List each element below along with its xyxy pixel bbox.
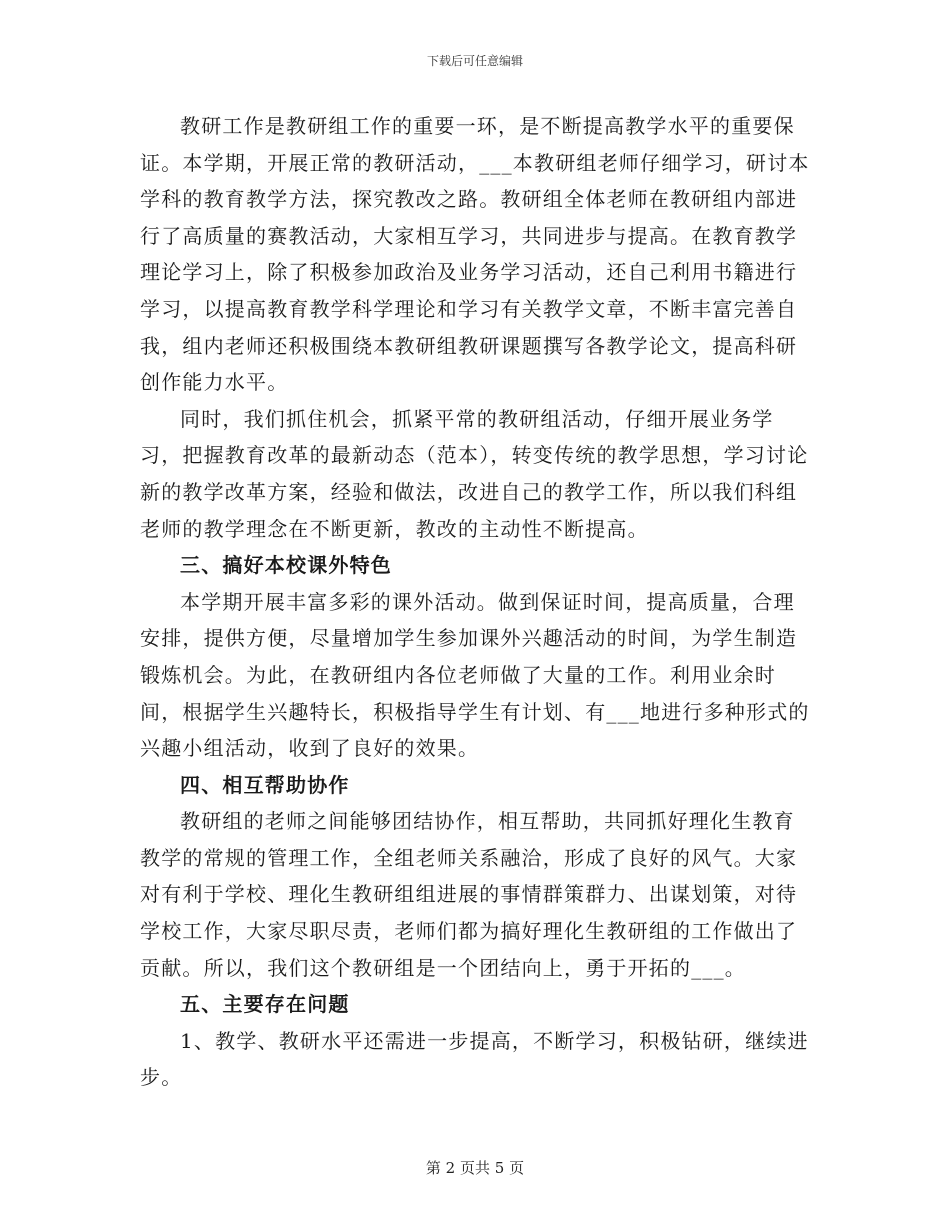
page-number-footer: 第 2 页共 5 页 xyxy=(425,1159,525,1177)
page-header: 下载后可任意编辑 xyxy=(426,54,523,68)
section-heading-problems: 五、主要存在问题 xyxy=(180,992,350,1017)
section-heading-extracurricular: 三、搞好本校课外特色 xyxy=(180,553,392,578)
document-body xyxy=(140,108,812,1096)
section-text-extracurricular: 本学期开展丰富多彩的课外活动。做到保证时间，提高质量，合理安排，提供方便，尽量增加学生参加课外兴趣活动的时间，为学生制造锻炼机会。为此，在教研组内各位老师做了大量的工作。利用业余时间，根据学生兴趣特长，积极指导学生有计划、有___地进行多种形式的兴趣小组活动，收到了良好的效果。 xyxy=(140,589,810,761)
section-heading-cooperation: 四、相互帮助协作 xyxy=(180,772,350,797)
paragraph-research-work: 教研工作是教研组工作的重要一环，是不断提高教学水平的重要保证。本学期，开展正常的教研活动，___本教研组老师仔细学习，研讨本学科的教育教学方法，探究教改之路。教研组全体老师在教研组内部进行了高质量的赛教活动，大家相互学习，共同进步与提高。在教育教学理论学习上，除了积极参加政治及业务学习活动，还自己利用书籍进行学习，以提高教育教学科学理论和学习有关教学文章，不断丰富完善自我，组内老师还积极围绕本教研组教研课题撰写各教学论文，提高科研创作能力水平。 xyxy=(140,114,810,395)
section-text-problems: 1、教学、教研水平还需进一步提高，不断学习，积极钻研，继续进步。 xyxy=(140,1028,809,1090)
paragraph-education-reform: 同时，我们抓住机会，抓紧平常的教研组活动，仔细开展业务学习，把握教育改革的最新动态（范本），转变传统的教学思想，学习讨论新的教学改革方案，经验和做法，改进自己的教学工作，所以我们科组老师的教学理念在不断更新，教改的主动性不断提高。 xyxy=(140,406,809,541)
section-text-cooperation: 教研组的老师之间能够团结协作，相互帮助，共同抓好理化生教育教学的常规的管理工作，全组老师关系融洽，形成了良好的风气。大家对有利于学校、理化生教研组组进展的事情群策群力、出谋划策，对待学校工作，大家尽职尽责，老师们都为搞好理化生教研组的工作做出了贡献。所以，我们这个教研组是一个团结向上，勇于开拓的___。 xyxy=(140,809,798,980)
